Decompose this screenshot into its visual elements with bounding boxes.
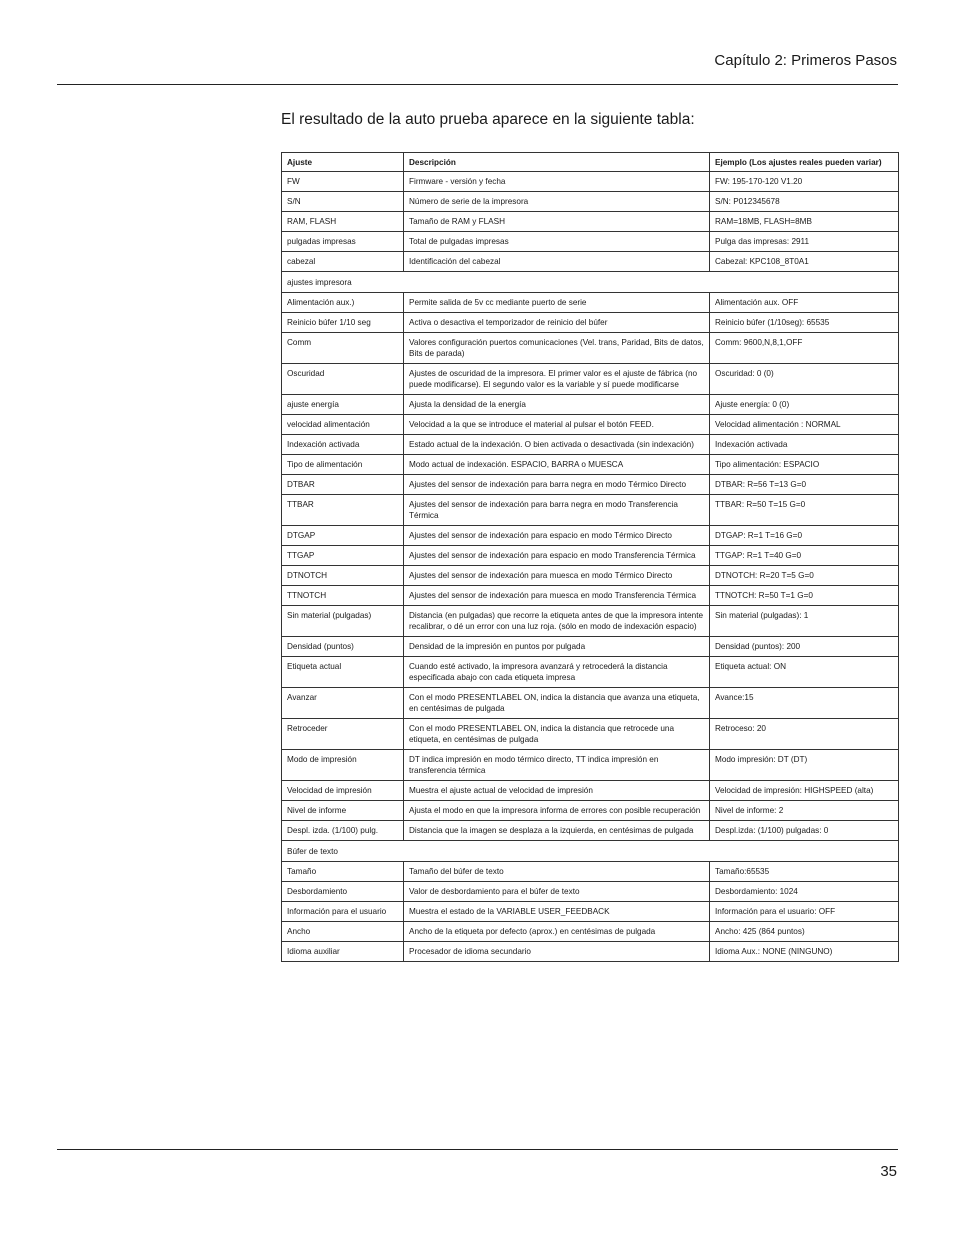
cell-example: Despl.izda: (1/100) pulgadas: 0 (710, 821, 899, 841)
table-row (282, 192, 899, 212)
section-row (282, 841, 899, 862)
cell-example: Etiqueta actual: ON (710, 657, 899, 688)
cell-description: Ajustes del sensor de indexación para barra negra en modo Transferencia Térmica (404, 495, 710, 526)
table-row (282, 942, 899, 962)
cell-setting: Despl. izda. (1/100) pulg. (282, 821, 404, 841)
cell-description: Número de serie de la impresora (404, 192, 710, 212)
table-row (282, 232, 899, 252)
cell-description: DT indica impresión en modo térmico directo, TT indica impresión en transferencia térmica (404, 750, 710, 781)
cell-example: Cabezal: KPC108_8T0A1 (710, 252, 899, 272)
cell-setting: ajuste energía (282, 395, 404, 415)
table-row (282, 212, 899, 232)
cell-example: Ajuste energía: 0 (0) (710, 395, 899, 415)
table-row (282, 395, 899, 415)
header-setting: Ajuste (282, 153, 404, 172)
cell-description: Distancia que la imagen se desplaza a la izquierda, en centésimas de pulgada (404, 821, 710, 841)
cell-setting: FW (282, 172, 404, 192)
table-row (282, 922, 899, 942)
cell-example: Reinicio búfer (1/10seg): 65535 (710, 313, 899, 333)
table-row (282, 637, 899, 657)
cell-example: TTGAP: R=1 T=40 G=0 (710, 546, 899, 566)
table-row (282, 801, 899, 821)
cell-description: Ajustes del sensor de indexación para barra negra en modo Térmico Directo (404, 475, 710, 495)
section-label: ajustes impresora (282, 272, 899, 293)
cell-setting: Avanzar (282, 688, 404, 719)
cell-example: Tamaño:65535 (710, 862, 899, 882)
table-row (282, 475, 899, 495)
cell-setting: TTNOTCH (282, 586, 404, 606)
table-row (282, 364, 899, 395)
cell-description: Valores configuración puertos comunicaciones (Vel. trans, Paridad, Bits de datos, Bits de parada) (404, 333, 710, 364)
cell-description: Ajustes del sensor de indexación para muesca en modo Térmico Directo (404, 566, 710, 586)
cell-setting: Comm (282, 333, 404, 364)
cell-description: Con el modo PRESENTLABEL ON, indica la distancia que retrocede una etiqueta, en centésimas de pulgada (404, 719, 710, 750)
cell-description: Cuando esté activado, la impresora avanzará y retrocederá la distancia especificada abajo con cada etiqueta impresa (404, 657, 710, 688)
table-header-row (282, 153, 899, 172)
cell-description: Muestra el estado de la VARIABLE USER_FEEDBACK (404, 902, 710, 922)
table-row (282, 719, 899, 750)
self-test-table (281, 152, 899, 962)
cell-description: Estado actual de la indexación. O bien activada o desactivada (sin indexación) (404, 435, 710, 455)
cell-setting: Retroceder (282, 719, 404, 750)
cell-description: Muestra el ajuste actual de velocidad de impresión (404, 781, 710, 801)
cell-setting: Idioma auxiliar (282, 942, 404, 962)
cell-example: TTNOTCH: R=50 T=1 G=0 (710, 586, 899, 606)
table-row (282, 862, 899, 882)
cell-setting: DTNOTCH (282, 566, 404, 586)
table-row (282, 821, 899, 841)
table-row (282, 495, 899, 526)
section-row (282, 272, 899, 293)
cell-example: Indexación activada (710, 435, 899, 455)
cell-setting: pulgadas impresas (282, 232, 404, 252)
table-row (282, 688, 899, 719)
table-row (282, 566, 899, 586)
cell-setting: Oscuridad (282, 364, 404, 395)
header-rule (57, 84, 898, 85)
table-row (282, 882, 899, 902)
table-row (282, 586, 899, 606)
cell-example: Velocidad de impresión: HIGHSPEED (alta) (710, 781, 899, 801)
header-example: Ejemplo (Los ajustes reales pueden variar) (710, 153, 899, 172)
table-row (282, 293, 899, 313)
cell-example: Tipo alimentación: ESPACIO (710, 455, 899, 475)
intro-text: El resultado de la auto prueba aparece en la siguiente tabla: (281, 111, 695, 128)
cell-setting: DTBAR (282, 475, 404, 495)
cell-description: Total de pulgadas impresas (404, 232, 710, 252)
cell-example: Comm: 9600,N,8,1,OFF (710, 333, 899, 364)
cell-description: Densidad de la impresión en puntos por pulgada (404, 637, 710, 657)
cell-description: Ajusta la densidad de la energía (404, 395, 710, 415)
cell-setting: Tipo de alimentación (282, 455, 404, 475)
cell-setting: Modo de impresión (282, 750, 404, 781)
cell-setting: Reinicio búfer 1/10 seg (282, 313, 404, 333)
cell-description: Ajustes del sensor de indexación para espacio en modo Térmico Directo (404, 526, 710, 546)
cell-description: Firmware - versión y fecha (404, 172, 710, 192)
cell-setting: Etiqueta actual (282, 657, 404, 688)
page-number: 35 (880, 1163, 897, 1180)
cell-example: Velocidad alimentación : NORMAL (710, 415, 899, 435)
cell-description: Identificación del cabezal (404, 252, 710, 272)
table-row (282, 781, 899, 801)
cell-setting: Velocidad de impresión (282, 781, 404, 801)
cell-description: Tamaño del búfer de texto (404, 862, 710, 882)
cell-setting: cabezal (282, 252, 404, 272)
cell-setting: TTBAR (282, 495, 404, 526)
cell-setting: Indexación activada (282, 435, 404, 455)
cell-setting: Densidad (puntos) (282, 637, 404, 657)
cell-example: Retroceso: 20 (710, 719, 899, 750)
cell-setting: Alimentación aux.) (282, 293, 404, 313)
cell-example: FW: 195-170-120 V1.20 (710, 172, 899, 192)
cell-example: Idioma Aux.: NONE (NINGUNO) (710, 942, 899, 962)
footer-rule (57, 1149, 898, 1150)
table-row (282, 455, 899, 475)
table-row (282, 435, 899, 455)
cell-setting: Nivel de informe (282, 801, 404, 821)
cell-setting: velocidad alimentación (282, 415, 404, 435)
cell-example: Alimentación aux. OFF (710, 293, 899, 313)
cell-example: Densidad (puntos): 200 (710, 637, 899, 657)
table-body (282, 172, 899, 962)
cell-description: Ajusta el modo en que la impresora informa de errores con posible recuperación (404, 801, 710, 821)
cell-description: Procesador de idioma secundario (404, 942, 710, 962)
cell-setting: TTGAP (282, 546, 404, 566)
cell-example: Nivel de informe: 2 (710, 801, 899, 821)
table-row (282, 606, 899, 637)
cell-setting: DTGAP (282, 526, 404, 546)
chapter-title: Capítulo 2: Primeros Pasos (714, 52, 897, 69)
cell-example: Sin material (pulgadas): 1 (710, 606, 899, 637)
table-row (282, 546, 899, 566)
table-row (282, 313, 899, 333)
cell-description: Tamaño de RAM y FLASH (404, 212, 710, 232)
header-description: Descripción (404, 153, 710, 172)
table-row (282, 172, 899, 192)
cell-example: S/N: P012345678 (710, 192, 899, 212)
cell-description: Activa o desactiva el temporizador de reinicio del búfer (404, 313, 710, 333)
cell-example: DTNOTCH: R=20 T=5 G=0 (710, 566, 899, 586)
cell-description: Permite salida de 5v cc mediante puerto de serie (404, 293, 710, 313)
cell-description: Con el modo PRESENTLABEL ON, indica la distancia que avanza una etiqueta, en centésimas de pulgada (404, 688, 710, 719)
cell-description: Ajustes del sensor de indexación para muesca en modo Transferencia Térmica (404, 586, 710, 606)
cell-setting: Ancho (282, 922, 404, 942)
cell-description: Velocidad a la que se introduce el material al pulsar el botón FEED. (404, 415, 710, 435)
cell-setting: S/N (282, 192, 404, 212)
table-row (282, 252, 899, 272)
table-row (282, 657, 899, 688)
cell-example: Información para el usuario: OFF (710, 902, 899, 922)
cell-description: Ancho de la etiqueta por defecto (aprox.) en centésimas de pulgada (404, 922, 710, 942)
cell-example: Pulga das impresas: 2911 (710, 232, 899, 252)
cell-description: Valor de desbordamiento para el búfer de texto (404, 882, 710, 902)
cell-example: DTBAR: R=56 T=13 G=0 (710, 475, 899, 495)
cell-setting: Sin material (pulgadas) (282, 606, 404, 637)
table-row (282, 526, 899, 546)
table-row (282, 333, 899, 364)
cell-example: DTGAP: R=1 T=16 G=0 (710, 526, 899, 546)
table-row (282, 415, 899, 435)
cell-example: RAM=18MB, FLASH=8MB (710, 212, 899, 232)
cell-setting: Información para el usuario (282, 902, 404, 922)
cell-example: Modo impresión: DT (DT) (710, 750, 899, 781)
cell-setting: Tamaño (282, 862, 404, 882)
table-row (282, 902, 899, 922)
cell-example: Desbordamiento: 1024 (710, 882, 899, 902)
cell-example: TTBAR: R=50 T=15 G=0 (710, 495, 899, 526)
cell-setting: RAM, FLASH (282, 212, 404, 232)
cell-setting: Desbordamiento (282, 882, 404, 902)
cell-example: Avance:15 (710, 688, 899, 719)
section-label: Búfer de texto (282, 841, 899, 862)
cell-description: Distancia (en pulgadas) que recorre la etiqueta antes de que la impresora intente recalibrar, o dé un error con una luz roja. (sólo en modo de indexación espacio) (404, 606, 710, 637)
table-row (282, 750, 899, 781)
cell-description: Modo actual de indexación. ESPACIO, BARRA o MUESCA (404, 455, 710, 475)
cell-example: Oscuridad: 0 (0) (710, 364, 899, 395)
cell-description: Ajustes de oscuridad de la impresora. El primer valor es el ajuste de fábrica (no puede modificarse). El segundo valor es la variable y sí puede modificarse (404, 364, 710, 395)
cell-example: Ancho: 425 (864 puntos) (710, 922, 899, 942)
cell-description: Ajustes del sensor de indexación para espacio en modo Transferencia Térmica (404, 546, 710, 566)
